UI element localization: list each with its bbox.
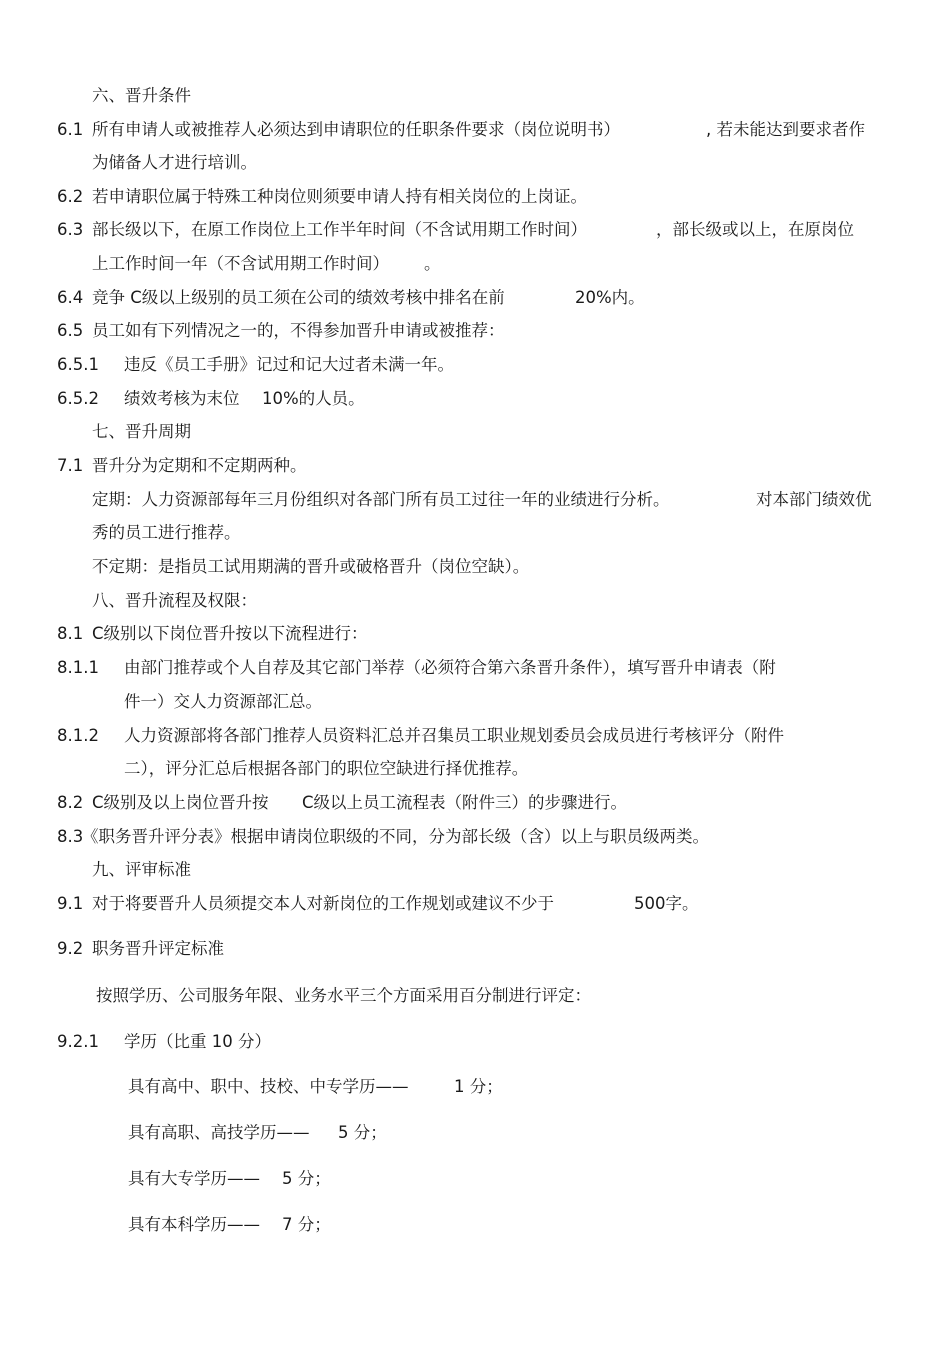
clause-text: 竞争 C级以上级别的员工须在公司的绩效考核中排名在前: [92, 288, 505, 307]
clause-text: 职务晋升评定标准: [92, 939, 224, 958]
clause-text-cont: 500字。: [634, 894, 699, 913]
clause-number: 6.1: [57, 120, 84, 139]
score-item-value: 5 分；: [282, 1169, 331, 1188]
clause-number: 6.5.2: [57, 389, 99, 408]
score-item-value: 7 分；: [282, 1215, 331, 1234]
clause-number: 9.2.1: [57, 1032, 99, 1051]
section-heading-6: 六、晋升条件: [92, 86, 191, 105]
score-item-label: 具有高职、高技学历——: [128, 1123, 310, 1142]
score-item-value: 1 分；: [454, 1077, 503, 1096]
clause-number: 6.3: [57, 220, 84, 239]
clause-number: 8.2: [57, 793, 84, 812]
clause-text-cont: ，部长级或以上，在原岗位: [656, 220, 854, 239]
clause-number: 7.1: [57, 456, 84, 475]
clause-text: 由部门推荐或个人自荐及其它部门举荐（必须符合第六条晋升条件），填写晋升申请表（附: [124, 658, 776, 677]
clause-text: 部长级以下，在原工作岗位上工作半年时间（不含试用期工作时间）: [92, 220, 587, 239]
clause-text: 绩效考核为末位: [124, 389, 240, 408]
evaluation-intro: 按照学历、公司服务年限、业务水平三个方面采用百分制进行评定：: [96, 986, 591, 1005]
clause-text-cont: 10%的人员。: [262, 389, 365, 408]
clause-number: 9.2: [57, 939, 84, 958]
section-heading-8: 八、晋升流程及权限：: [92, 591, 257, 610]
clause-number: 8.1.2: [57, 726, 99, 745]
paragraph-text-cont: 对本部门绩效优: [756, 490, 872, 509]
clause-number: 9.1: [57, 894, 84, 913]
clause-text-cont: C级以上员工流程表（附件三）的步骤进行。: [302, 793, 628, 812]
clause-text: 对于将要晋升人员须提交本人对新岗位的工作规划或建议不少于: [92, 894, 554, 913]
clause-text-cont: , 若未能达到要求者作: [706, 120, 865, 139]
clause-text-cont: 。: [424, 254, 441, 273]
clause-number: 8.1.1: [57, 658, 99, 677]
clause-6-1-line2: 为储备人才进行培训。: [92, 153, 257, 172]
clause-text: C级别及以上岗位晋升按: [92, 793, 269, 812]
paragraph-text: 定期：人力资源部每年三月份组织对各部门所有员工过往一年的业绩进行分析。: [92, 490, 670, 509]
unfixed-period-line: 不定期：是指员工试用期满的晋升或破格晋升（岗位空缺）。: [92, 557, 530, 576]
clause-number: 6.5.1: [57, 355, 99, 374]
fixed-period-line2: 秀的员工进行推荐。: [92, 523, 241, 542]
clause-number: 6.2: [57, 187, 84, 206]
clause-number: 6.4: [57, 288, 84, 307]
section-heading-7: 七、晋升周期: [92, 422, 191, 441]
clause-text: 晋升分为定期和不定期两种。: [92, 456, 307, 475]
clause-text: 人力资源部将各部门推荐人员资料汇总并召集员工职业规划委员会成员进行考核评分（附件: [124, 726, 784, 745]
score-item-label: 具有本科学历——: [128, 1215, 260, 1234]
clause-number: 8.1: [57, 624, 84, 643]
score-item-value: 5 分；: [338, 1123, 387, 1142]
clause-number: 8.3: [57, 827, 84, 846]
section-heading-9: 九、评审标准: [92, 860, 191, 879]
clause-text: 上工作时间一年（不含试用期工作时间）: [92, 254, 389, 273]
clause-text: 若申请职位属于特殊工种岗位则须要申请人持有相关岗位的上岗证。: [92, 187, 587, 206]
clause-text: C级别以下岗位晋升按以下流程进行：: [92, 624, 368, 643]
clause-text: 所有申请人或被推荐人必须达到申请职位的任职条件要求（岗位说明书）: [92, 120, 620, 139]
score-item-label: 具有大专学历——: [128, 1169, 260, 1188]
clause-8-1-1-line2: 件一）交人力资源部汇总。: [124, 692, 322, 711]
clause-text: 违反《员工手册》记过和记大过者未满一年。: [124, 355, 454, 374]
score-item-label: 具有高中、职中、技校、中专学历——: [128, 1077, 409, 1096]
clause-text-cont: 20%内。: [575, 288, 645, 307]
clause-number: 6.5: [57, 321, 84, 340]
clause-text: 《职务晋升评分表》根据申请岗位职级的不同，分为部长级（含）以上与职员级两类。: [82, 827, 709, 846]
clause-8-1-2-line2: 二），评分汇总后根据各部门的职位空缺进行择优推荐。: [124, 759, 529, 778]
clause-text: 学历（比重 10 分）: [124, 1032, 271, 1051]
clause-text: 员工如有下列情况之一的，不得参加晋升申请或被推荐：: [92, 321, 505, 340]
